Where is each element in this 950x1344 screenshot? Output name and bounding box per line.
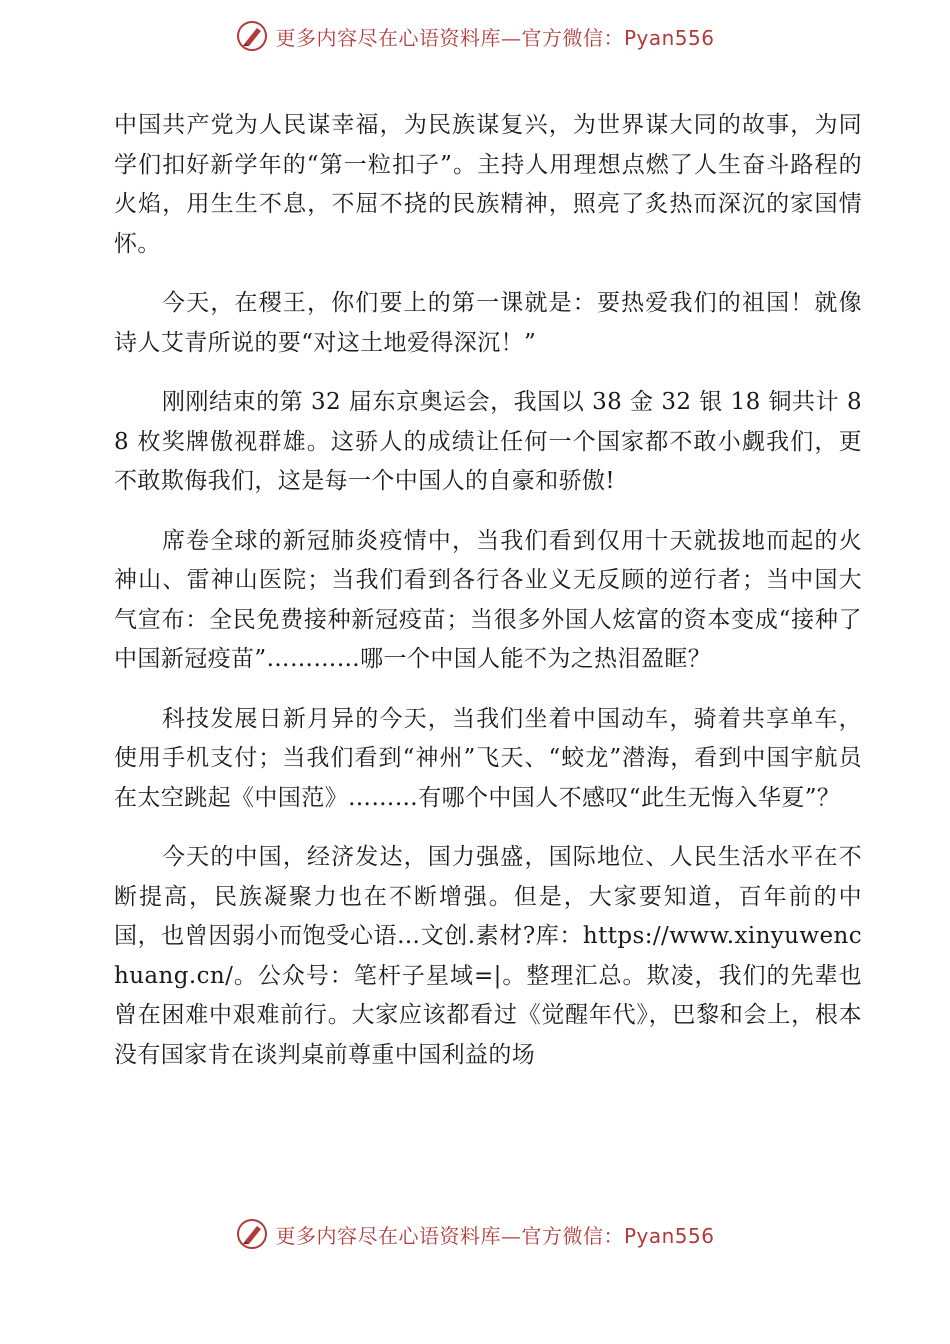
pen-logo-icon	[235, 1217, 269, 1251]
paragraph: 今天的中国，经济发达，国力强盛，国际地位、人民生活水平在不断提高，民族凝聚力也在不断增强。但是，大家要知道，百年前的中国，也曾因弱小而饱受心语…文创.素材?库：https://www.xinyuwenchuang.cn/。公众号：笔杆子星域=|。整理汇总。欺凌，我们的先辈也曾在困难中艰难前行。大家应该都看过《觉醒年代》，巴黎和会上，根本没有国家肯在谈判桌前尊重中国利益的场	[114, 844, 862, 1068]
paragraph: 刚刚结束的第 32 届东京奥运会，我国以 38 金 32 银 18 铜共计 88 枚奖牌傲视群雄。这骄人的成绩让任何一个国家都不敢小觑我们，更不敢欺侮我们，这是每一个中国人的自豪和骄傲!	[114, 389, 862, 494]
paragraph: 今天，在稷王，你们要上的第一课就是：要热爱我们的祖国！就像诗人艾青所说的要“对这土地爱得深沉！”	[114, 290, 862, 356]
pen-logo-icon	[235, 19, 269, 53]
paragraph: 科技发展日新月异的今天，当我们坐着中国动车，骑着共享单车，使用手机支付；当我们看到“神州”飞天、“蛟龙”潜海，看到中国宇航员在太空跳起《中国范》………有哪个中国人不感叹“此生无悔入华夏”？	[114, 705, 862, 811]
footer-banner-text: 更多内容尽在心语资料库—官方微信：Pyan556	[275, 1223, 715, 1248]
footer-banner	[0, 1212, 950, 1256]
document-body	[114, 106, 862, 1095]
header-banner	[0, 14, 950, 58]
paragraph: 中国共产党为人民谋幸福，为民族谋复兴，为世界谋大同的故事，为同学们扣好新学年的“第一粒扣子”。主持人用理想点燃了人生奋斗路程的火焰，用生生不息，不屈不挠的民族精神，照亮了炙热而深沉的家国情怀。	[114, 112, 862, 257]
header-banner-text: 更多内容尽在心语资料库—官方微信：Pyan556	[275, 25, 715, 50]
paragraph: 席卷全球的新冠肺炎疫情中，当我们看到仅用十天就拔地而起的火神山、雷神山医院；当我们看到各行各业义无反顾的逆行者；当中国大气宣布：全民免费接种新冠疫苗；当很多外国人炫富的资本变成“接种了中国新冠疫苗”…………哪一个中国人能不为之热泪盈眶？	[114, 527, 862, 672]
